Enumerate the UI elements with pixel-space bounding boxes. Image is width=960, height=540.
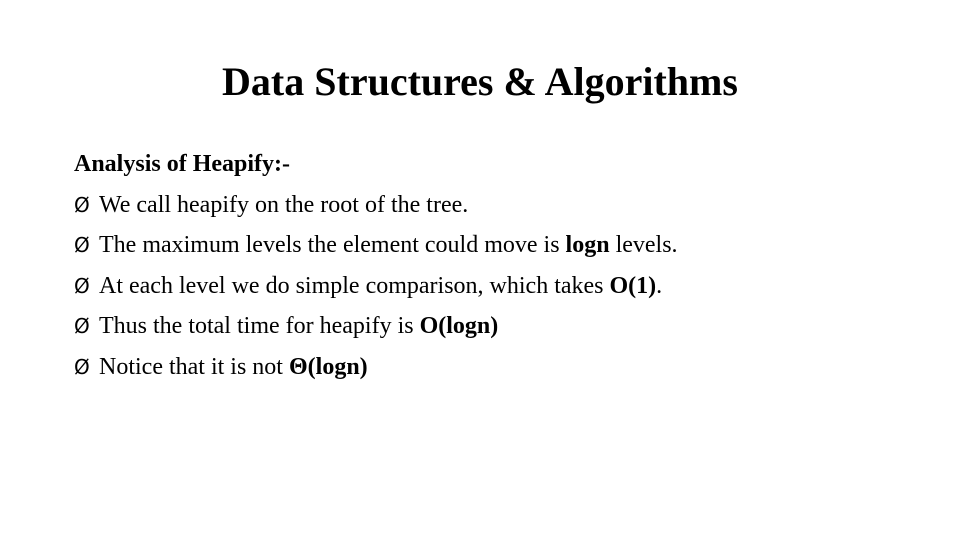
bullet-trailing-text: . xyxy=(656,272,663,299)
bullet-item xyxy=(74,306,934,347)
bullet-text: Thus the total time for heapify is xyxy=(99,313,420,339)
bullet-bold-text: Θ(logn) xyxy=(288,353,368,380)
bullet-text: At each level we do simple comparison, which takes xyxy=(99,272,610,299)
bullet-item xyxy=(74,266,934,307)
arrowhead-bullet-icon: Ø xyxy=(74,233,90,257)
slide-title: Data Structures & Algorithms xyxy=(222,59,738,104)
arrowhead-bullet-icon: Ø xyxy=(74,192,90,217)
bullet-bold-text: O(logn) xyxy=(419,313,499,339)
bullet-text: Notice that it is not xyxy=(99,353,289,380)
bullet-text: The maximum levels the element could move is xyxy=(99,232,566,258)
arrowhead-bullet-icon: Ø xyxy=(74,273,90,298)
bullet-item xyxy=(74,225,934,266)
slide-body xyxy=(74,144,934,387)
bullet-item xyxy=(74,185,934,226)
bullet-bold-text: logn xyxy=(565,232,610,258)
arrowhead-bullet-icon: Ø xyxy=(74,314,90,338)
arrowhead-bullet-icon: Ø xyxy=(74,354,90,379)
bullet-text: We call heapify on the root of the tree. xyxy=(99,191,469,218)
bullet-trailing-text: levels. xyxy=(609,232,678,258)
section-heading: Analysis of Heapify:- xyxy=(74,151,290,177)
bullet-item xyxy=(74,347,934,388)
bullet-bold-text: O(1) xyxy=(609,272,657,299)
